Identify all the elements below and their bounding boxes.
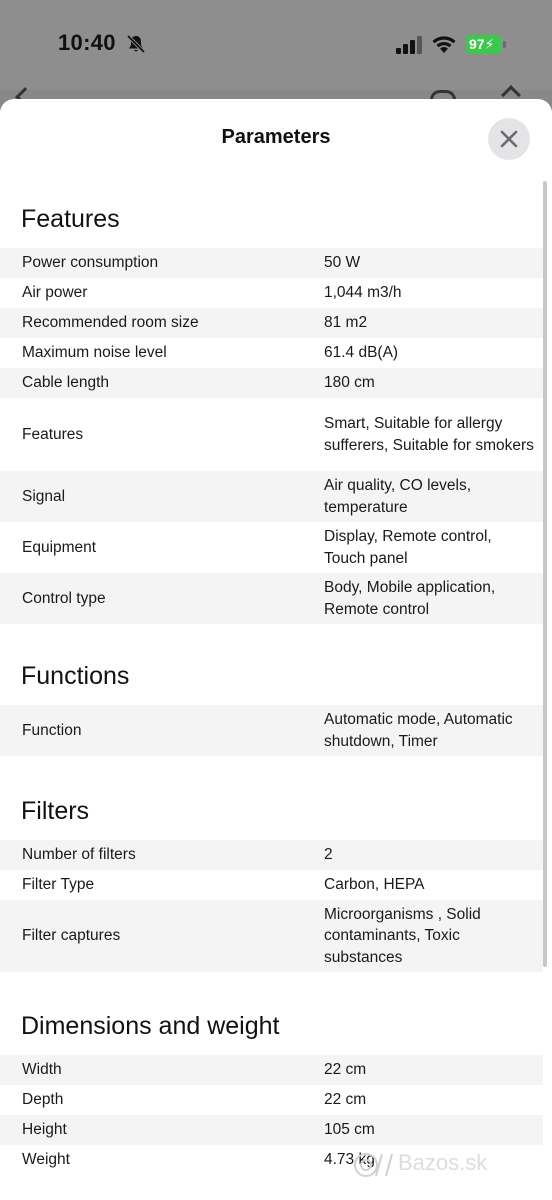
param-name: Air power — [22, 284, 88, 301]
param-value: Smart, Suitable for allergy sufferers, Suitable for smokers — [324, 415, 534, 454]
parameters-sheet — [0, 99, 552, 1200]
table-row — [0, 368, 543, 398]
section-title: Features — [21, 205, 120, 233]
param-value: 50 W — [324, 254, 361, 272]
param-name: Width — [22, 1061, 62, 1078]
section-title: Dimensions and weight — [21, 1012, 280, 1040]
sheet-title: Parameters — [221, 126, 331, 148]
table-row — [0, 308, 543, 338]
section-title: Functions — [21, 662, 130, 690]
param-value: Carbon, HEPA — [324, 876, 425, 894]
param-value: 22 cm — [324, 1091, 367, 1109]
table-row — [0, 900, 543, 972]
table-row — [0, 573, 543, 624]
param-value: Air quality, CO levels, temperature — [324, 477, 472, 516]
param-name: Height — [22, 1121, 67, 1138]
section-title: Filters — [21, 797, 90, 825]
cellular-signal-icon — [396, 36, 424, 54]
table-row — [0, 705, 543, 756]
table-row — [0, 870, 543, 900]
param-name: Control type — [22, 589, 106, 607]
param-value: 105 cm — [324, 1121, 375, 1139]
table-row — [0, 522, 543, 573]
close-button[interactable] — [488, 118, 530, 160]
param-value: 22 cm — [324, 1061, 367, 1079]
param-name: Recommended room size — [22, 314, 199, 331]
param-name: Filter Type — [22, 876, 95, 893]
param-name: Power consumption — [22, 254, 159, 271]
close-icon — [500, 130, 518, 148]
param-value: 61.4 dB(A) — [324, 344, 399, 362]
param-name: Weight — [22, 1151, 70, 1168]
table-row — [0, 1115, 543, 1145]
param-value: Microorganisms , Solid contaminants, Toxic substances — [324, 905, 481, 966]
param-name: Features — [22, 425, 84, 443]
param-value: 2 — [324, 846, 333, 864]
parameter-list — [0, 840, 543, 972]
table-row — [0, 471, 543, 522]
param-name: Function — [22, 721, 82, 739]
table-row — [0, 1085, 543, 1115]
table-row — [0, 278, 543, 308]
param-value: 4.73 kg — [324, 1151, 375, 1169]
parameter-list — [0, 705, 543, 756]
bell-slash-icon — [126, 34, 146, 54]
param-value: Display, Remote control, Touch panel — [324, 528, 492, 567]
param-name: Signal — [22, 487, 66, 505]
battery-cap — [503, 41, 506, 48]
table-row — [0, 338, 543, 368]
param-name: Depth — [22, 1091, 64, 1108]
param-value: 180 cm — [324, 374, 375, 392]
scrollbar[interactable] — [543, 181, 547, 967]
parameter-list — [0, 248, 543, 624]
param-name: Maximum noise level — [22, 344, 167, 361]
param-value: 81 m2 — [324, 314, 368, 332]
param-name: Number of filters — [22, 846, 136, 863]
table-row — [0, 840, 543, 870]
param-value: Automatic mode, Automatic shutdown, Timer — [324, 711, 513, 750]
battery-charging-icon: 97⚡ — [466, 35, 502, 54]
param-name: Equipment — [22, 538, 97, 556]
status-bar — [0, 0, 552, 90]
param-value: Body, Mobile application, Remote control — [324, 579, 496, 618]
table-row — [0, 398, 543, 471]
battery-level: 97 — [469, 36, 485, 52]
param-value: 1,044 m3/h — [324, 284, 402, 302]
watermark-logo-icon — [352, 1150, 398, 1180]
wifi-icon — [431, 34, 457, 54]
status-time: 10:40 — [58, 30, 116, 55]
param-name: Cable length — [22, 374, 110, 391]
table-row — [0, 1055, 543, 1085]
table-row — [0, 248, 543, 278]
watermark: Bazos.sk — [398, 1150, 488, 1175]
param-name: Filter captures — [22, 927, 121, 944]
